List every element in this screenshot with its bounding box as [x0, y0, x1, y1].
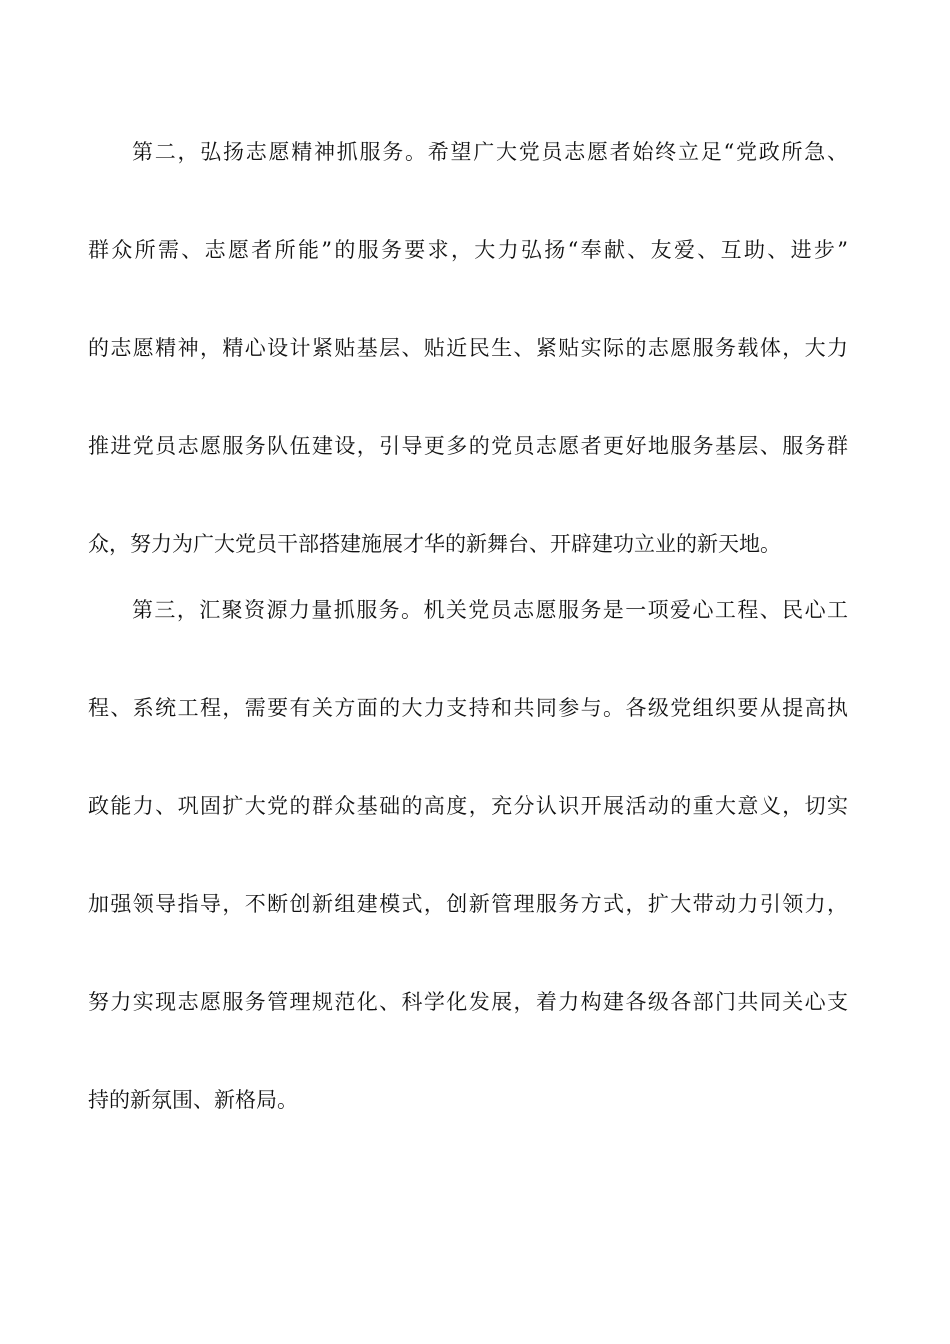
document-body: [88, 128, 848, 1174]
paragraph-line: 第二，弘扬志愿精神抓服务。希望广大党员志愿者始终立足“党政所急、: [132, 140, 848, 164]
paragraph-line: 政能力、巩固扩大党的群众基础的高度，充分认识开展活动的重大意义，切实: [88, 794, 848, 818]
paragraph-line: 推进党员志愿服务队伍建设，引导更多的党员志愿者更好地服务基层、服务群: [88, 434, 848, 458]
paragraph-line: 群众所需、志愿者所能”的服务要求，大力弘扬“奉献、友爱、互助、进步”: [88, 238, 848, 262]
paragraph-line: 程、系统工程，需要有关方面的大力支持和共同参与。各级党组织要从提高执: [88, 696, 848, 720]
paragraph-line: 的志愿精神，精心设计紧贴基层、贴近民生、紧贴实际的志愿服务载体，大力: [88, 336, 848, 360]
paragraph-line: 第三，汇聚资源力量抓服务。机关党员志愿服务是一项爱心工程、民心工: [132, 598, 848, 622]
paragraph-third: [88, 586, 848, 1124]
paragraph-line: 持的新氛围、新格局。: [88, 1088, 298, 1112]
paragraph-line: 努力实现志愿服务管理规范化、科学化发展，着力构建各级各部门共同关心支: [88, 990, 848, 1014]
paragraph-second: [88, 128, 848, 568]
paragraph-line: 众，努力为广大党员干部搭建施展才华的新舞台、开辟建功立业的新天地。: [88, 532, 781, 556]
paragraph-line: 加强领导指导，不断创新组建模式，创新管理服务方式，扩大带动力引领力，: [88, 892, 848, 916]
